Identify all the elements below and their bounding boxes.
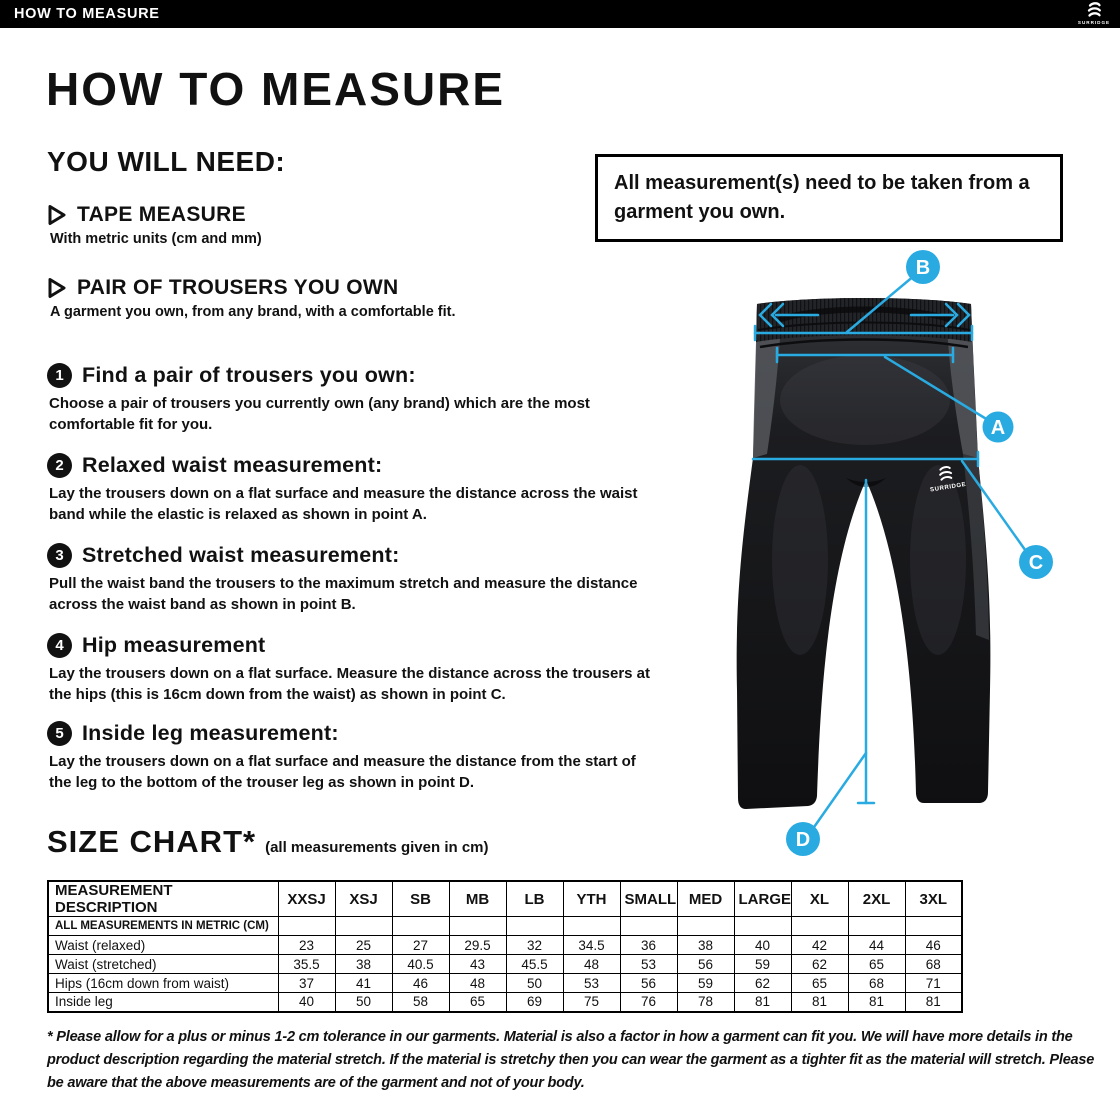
value-cell: 45.5 xyxy=(506,955,563,974)
step-title: Inside leg measurement: xyxy=(82,721,339,745)
value-cell: 40 xyxy=(734,936,791,955)
empty-cell xyxy=(905,917,962,936)
metric-note-cell: ALL MEASUREMENTS IN METRIC (CM) xyxy=(48,917,278,936)
empty-cell xyxy=(848,917,905,936)
step-title: Find a pair of trousers you own: xyxy=(82,363,416,387)
value-cell: 44 xyxy=(848,936,905,955)
step-description: Lay the trousers down on a flat surface and measure the distance from the start of the leg to the bottom of the trouser leg as shown in point D. xyxy=(49,753,636,791)
value-cell: 62 xyxy=(734,974,791,993)
point-c-label: C xyxy=(1028,552,1044,574)
value-cell: 46 xyxy=(392,974,449,993)
value-cell: 65 xyxy=(449,993,506,1012)
value-cell: 56 xyxy=(677,955,734,974)
value-cell: 38 xyxy=(335,955,392,974)
page-title: HOW TO MEASURE xyxy=(46,63,506,115)
step-item xyxy=(47,633,661,705)
table-header-cell: MEASUREMENT DESCRIPTION xyxy=(48,881,278,917)
step-number-badge: 3 xyxy=(47,543,72,568)
step-number-badge: 2 xyxy=(47,453,72,478)
value-cell: 59 xyxy=(677,974,734,993)
value-cell: 34.5 xyxy=(563,936,620,955)
table-row xyxy=(48,955,962,974)
value-cell: 81 xyxy=(791,993,848,1012)
value-cell: 76 xyxy=(620,993,677,1012)
size-chart-table xyxy=(47,880,963,1013)
size-chart-subtitle: (all measurements given in cm) xyxy=(265,839,489,856)
triangle-bullet-icon xyxy=(47,204,67,226)
step-item xyxy=(47,363,661,435)
value-cell: 25 xyxy=(335,936,392,955)
value-cell: 43 xyxy=(449,955,506,974)
step-description: Choose a pair of trousers you currently own (any brand) which are the most comfortable fit for you. xyxy=(49,395,590,433)
step-number-badge: 5 xyxy=(47,721,72,746)
value-cell: 69 xyxy=(506,993,563,1012)
step-item xyxy=(47,721,661,793)
empty-cell xyxy=(563,917,620,936)
need-item-desc: A garment you own, from any brand, with a comfortable fit. xyxy=(50,304,456,320)
point-d-label: D xyxy=(795,829,811,851)
value-cell: 48 xyxy=(449,974,506,993)
size-chart-heading xyxy=(47,824,489,860)
value-cell: 41 xyxy=(335,974,392,993)
value-cell: 81 xyxy=(905,993,962,1012)
size-chart-title: SIZE CHART* xyxy=(47,824,257,859)
surridge-s-icon xyxy=(1076,1,1112,27)
trousers-brand-wordmark: SURRIDGE xyxy=(929,481,967,494)
empty-cell xyxy=(449,917,506,936)
value-cell: 40.5 xyxy=(392,955,449,974)
table-header-cell: 2XL xyxy=(848,881,905,917)
step-description: Lay the trousers down on a flat surface and measure the distance across the waist band while the elastic is relaxed as shown in point A. xyxy=(49,485,638,523)
value-cell: 37 xyxy=(278,974,335,993)
surridge-logo xyxy=(1076,1,1112,27)
surridge-wordmark: SURRIDGE xyxy=(1077,20,1111,25)
point-a-label: A xyxy=(990,417,1006,439)
table-header-cell: MB xyxy=(449,881,506,917)
empty-cell xyxy=(392,917,449,936)
table-row xyxy=(48,936,962,955)
value-cell: 81 xyxy=(734,993,791,1012)
step-title: Stretched waist measurement: xyxy=(82,543,400,567)
trousers-diagram xyxy=(680,240,1100,865)
need-item xyxy=(47,276,456,320)
step-number-badge: 4 xyxy=(47,633,72,658)
empty-cell xyxy=(335,917,392,936)
value-cell: 65 xyxy=(791,974,848,993)
row-label-cell: Inside leg xyxy=(48,993,278,1012)
step-number-badge: 1 xyxy=(47,363,72,388)
table-header-cell: XSJ xyxy=(335,881,392,917)
value-cell: 59 xyxy=(734,955,791,974)
tolerance-footnote: * Please allow for a plus or minus 1-2 cm tolerance in our garments. Material is also a factor in how a garment can fit you. We will have more details in the product description regarding the material stretch. If the material is stretchy then you can wear the garment as a tighter fit as the material will stretch. Please be aware that the above measurements are of the garment and not of your body. xyxy=(47,1029,1095,1092)
top-bar xyxy=(0,0,1120,28)
value-cell: 23 xyxy=(278,936,335,955)
empty-cell xyxy=(278,917,335,936)
value-cell: 42 xyxy=(791,936,848,955)
table-header-cell: SB xyxy=(392,881,449,917)
row-label-cell: Waist (stretched) xyxy=(48,955,278,974)
value-cell: 38 xyxy=(677,936,734,955)
triangle-bullet-icon xyxy=(47,277,67,299)
point-b-label: B xyxy=(915,257,931,279)
value-cell: 71 xyxy=(905,974,962,993)
row-label-cell: Waist (relaxed) xyxy=(48,936,278,955)
value-cell: 81 xyxy=(848,993,905,1012)
step-title: Relaxed waist measurement: xyxy=(82,453,383,477)
value-cell: 53 xyxy=(563,974,620,993)
value-cell: 36 xyxy=(620,936,677,955)
table-metric-row xyxy=(48,917,962,936)
step-item xyxy=(47,453,661,525)
value-cell: 27 xyxy=(392,936,449,955)
table-header-cell: YTH xyxy=(563,881,620,917)
need-item-desc: With metric units (cm and mm) xyxy=(50,231,262,247)
value-cell: 29.5 xyxy=(449,936,506,955)
table-header-cell: LARGE xyxy=(734,881,791,917)
value-cell: 56 xyxy=(620,974,677,993)
value-cell: 75 xyxy=(563,993,620,1012)
empty-cell xyxy=(734,917,791,936)
step-description: Pull the waist band the trousers to the maximum stretch and measure the distance across the waist band as shown in point B. xyxy=(49,575,638,613)
you-will-need-heading: YOU WILL NEED: xyxy=(47,146,286,177)
value-cell: 50 xyxy=(335,993,392,1012)
table-header-cell: LB xyxy=(506,881,563,917)
need-item-title: PAIR OF TROUSERS YOU OWN xyxy=(77,276,399,299)
step-title: Hip measurement xyxy=(82,633,266,657)
value-cell: 68 xyxy=(848,974,905,993)
measurement-note: All measurement(s) need to be taken from a garment you own. xyxy=(595,154,1063,242)
table-header-row xyxy=(48,881,962,917)
value-cell: 35.5 xyxy=(278,955,335,974)
empty-cell xyxy=(791,917,848,936)
value-cell: 62 xyxy=(791,955,848,974)
value-cell: 53 xyxy=(620,955,677,974)
top-bar-title: HOW TO MEASURE xyxy=(14,6,160,22)
value-cell: 48 xyxy=(563,955,620,974)
value-cell: 50 xyxy=(506,974,563,993)
table-header-cell: 3XL xyxy=(905,881,962,917)
value-cell: 46 xyxy=(905,936,962,955)
empty-cell xyxy=(506,917,563,936)
value-cell: 78 xyxy=(677,993,734,1012)
need-item-title: TAPE MEASURE xyxy=(77,203,246,226)
empty-cell xyxy=(677,917,734,936)
table-header-cell: XL xyxy=(791,881,848,917)
value-cell: 32 xyxy=(506,936,563,955)
table-row xyxy=(48,974,962,993)
step-description: Lay the trousers down on a flat surface. Measure the distance across the trousers at the hips (this is 16cm down from the waist) as shown in point C. xyxy=(49,665,651,703)
need-item xyxy=(47,203,262,247)
step-item xyxy=(47,543,661,615)
table-header-cell: SMALL xyxy=(620,881,677,917)
value-cell: 68 xyxy=(905,955,962,974)
empty-cell xyxy=(620,917,677,936)
value-cell: 40 xyxy=(278,993,335,1012)
table-header-cell: MED xyxy=(677,881,734,917)
table-row xyxy=(48,993,962,1012)
row-label-cell: Hips (16cm down from waist) xyxy=(48,974,278,993)
trousers-illustration xyxy=(737,298,991,809)
table-header-cell: XXSJ xyxy=(278,881,335,917)
value-cell: 58 xyxy=(392,993,449,1012)
value-cell: 65 xyxy=(848,955,905,974)
